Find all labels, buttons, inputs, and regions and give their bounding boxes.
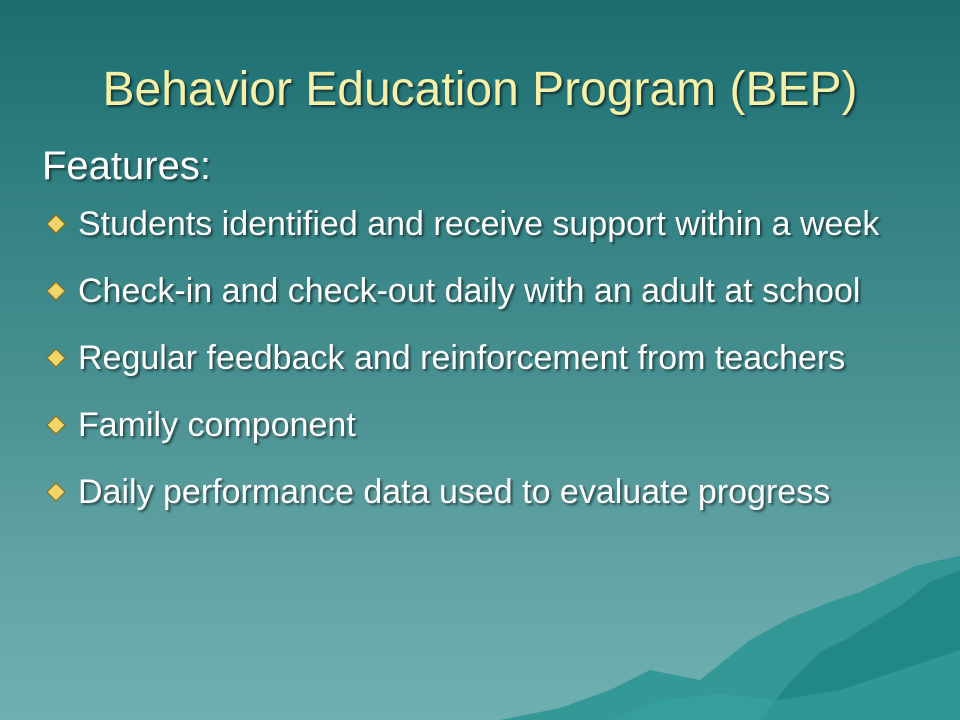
diamond-icon	[44, 413, 68, 437]
diamond-icon	[44, 212, 68, 236]
list-item	[42, 336, 922, 380]
list-item	[42, 269, 922, 313]
diamond-icon	[44, 346, 68, 370]
diamond-icon	[44, 279, 68, 303]
features-heading: Features:	[42, 144, 211, 188]
bullet-text: Check-in and check-out daily with an adult at school	[78, 272, 861, 310]
bullet-text: Regular feedback and reinforcement from teachers	[78, 339, 846, 377]
diamond-icon	[44, 480, 68, 504]
bullet-text: Family component	[78, 406, 356, 444]
list-item	[42, 403, 922, 447]
bullet-text: Daily performance data used to evaluate progress	[78, 473, 831, 511]
list-item	[42, 470, 922, 514]
list-item	[42, 202, 922, 246]
bullet-text: Students identified and receive support within a week	[78, 205, 880, 243]
slide-title: Behavior Education Program (BEP)	[102, 63, 858, 116]
slide-content	[42, 138, 922, 537]
feature-list	[42, 202, 922, 514]
